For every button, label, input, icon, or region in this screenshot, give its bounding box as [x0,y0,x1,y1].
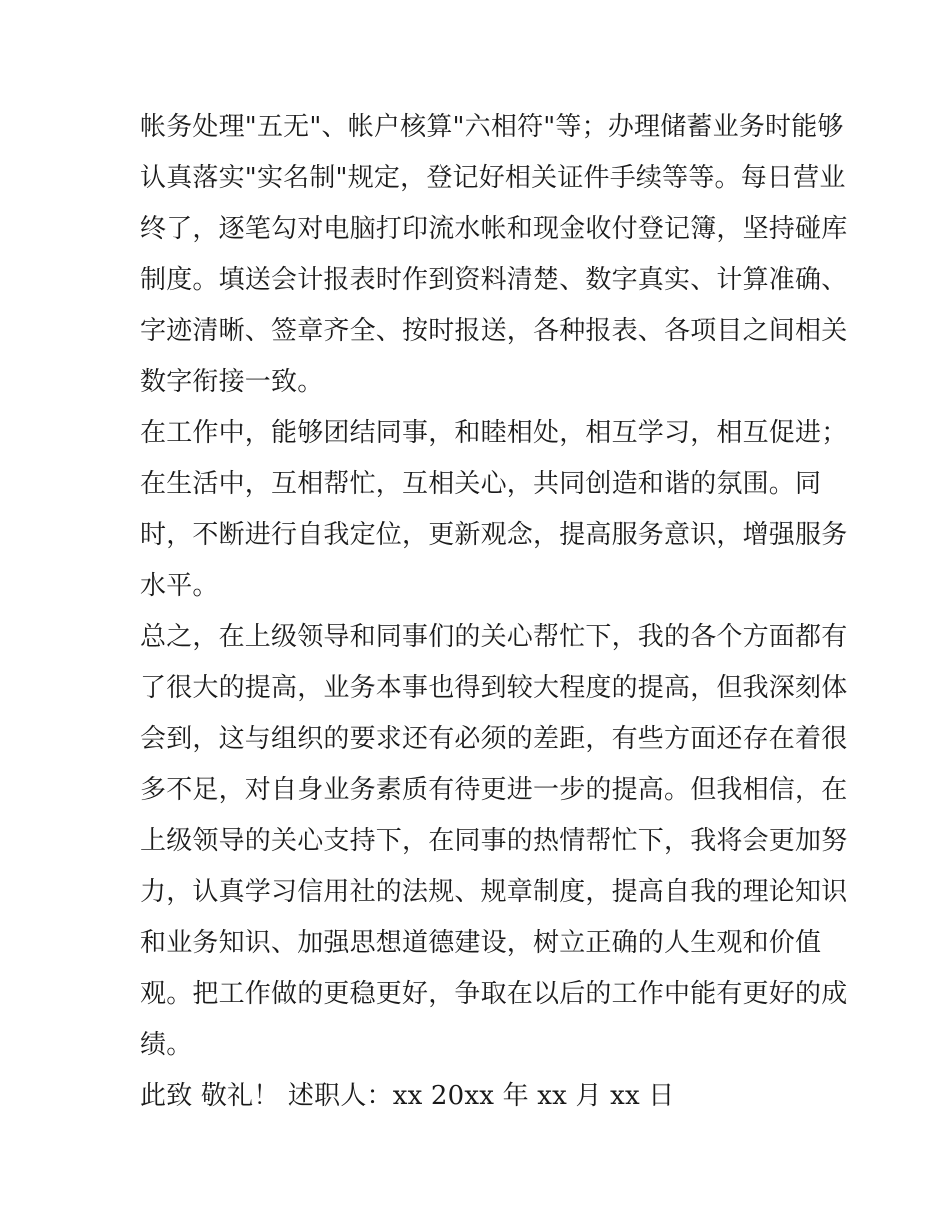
text-line: 绩。 [140,1030,193,1060]
text-line: 会到，这与组织的要求还有必须的差距，有些方面还存在着很 [140,724,848,754]
text-line: 数字衔接一致。 [140,367,324,397]
text-line: 字迹清晰、签章齐全、按时报送，各种报表、各项目之间相关 [140,316,848,346]
text-line: 认真落实"实名制"规定，登记好相关证件手续等等。每日营业 [140,163,846,193]
text-line: 帐务处理"五无"、帐户核算"六相符"等；办理储蓄业务时能够 [140,112,844,142]
body-text [140,102,848,1122]
text-line: 在生活中，互相帮忙，互相关心，共同创造和谐的氛围。同 [140,469,822,499]
text-line: 水平。 [140,571,219,601]
text-line: 观。把工作做的更稳更好，争取在以后的工作中能有更好的成 [140,979,848,1009]
signature-line: 此致 敬礼！ 述职人：xx 20xx 年 xx 月 xx 日 [140,1081,675,1111]
text-line: 制度。填送会计报表时作到资料清楚、数字真实、计算准确、 [140,265,848,295]
text-line: 和业务知识、加强思想道德建设，树立正确的人生观和价值 [140,928,822,958]
text-line: 终了，逐笔勾对电脑打印流水帐和现金收付登记簿，坚持碰库 [140,214,848,244]
text-line: 力，认真学习信用社的法规、规章制度，提高自我的理论知识 [140,877,848,907]
text-line: 了很大的提高，业务本事也得到较大程度的提高，但我深刻体 [140,673,848,703]
text-line: 多不足，对自身业务素质有待更进一步的提高。但我相信，在 [140,775,848,805]
text-line: 上级领导的关心支持下，在同事的热情帮忙下，我将会更加努 [140,826,848,856]
text-line: 时，不断进行自我定位，更新观念，提高服务意识，增强服务 [140,520,848,550]
text-line: 在工作中，能够团结同事，和睦相处，相互学习，相互促进； [140,418,848,448]
text-line: 总之，在上级领导和同事们的关心帮忙下，我的各个方面都有 [140,622,848,652]
